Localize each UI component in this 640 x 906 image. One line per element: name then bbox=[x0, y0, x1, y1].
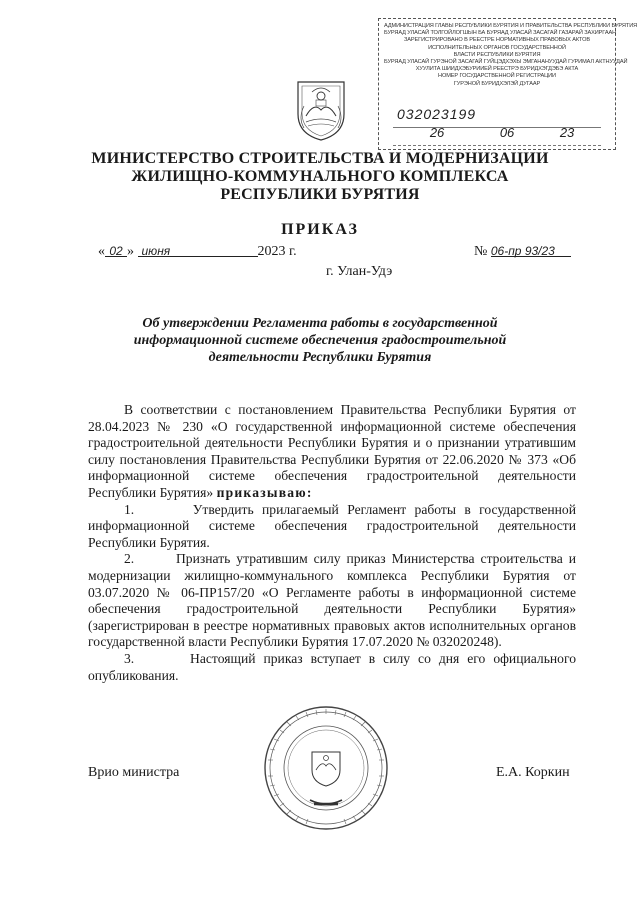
item-paragraph bbox=[88, 651, 576, 684]
date-open-quote: « bbox=[98, 244, 105, 259]
order-number bbox=[474, 244, 571, 260]
preamble-text: В соответствии с постановлением Правительства Республики Бурятия от 28.04.2023 № 230 «О государственной информационной системе обеспечения градостроительной деятельности Республики Бурятия и о признании утратившим силу постановления Правительства Республики Бурятия от 22.06.2020 № 373 «Об информационной системе обеспечения градостроительной деятельности Республики Бурятия» bbox=[88, 402, 576, 500]
reg-date-underline bbox=[393, 145, 601, 146]
number-label: № bbox=[474, 244, 488, 259]
ministry-line: МИНИСТЕРСТВО СТРОИТЕЛЬСТВА И МОДЕРНИЗАЦИИ bbox=[91, 150, 549, 167]
document-type-title: ПРИКАЗ bbox=[281, 221, 359, 238]
reg-stamp-line: НОМЕР ГОСУДАРСТВЕННОЙ РЕГИСТРАЦИИ bbox=[438, 73, 556, 80]
subject-line: информационной системе обеспечения градостроительной bbox=[133, 333, 507, 348]
order-date bbox=[98, 244, 297, 260]
date-day-field bbox=[105, 244, 127, 257]
reg-stamp-line: ЗАРЕГИСТРИРОВАНО В РЕЕСТРЕ НОРМАТИВНЫХ ПРАВОВЫХ АКТОВ bbox=[404, 37, 590, 44]
item-number: 3. bbox=[124, 650, 135, 666]
signer-name: Е.А. Коркин bbox=[496, 765, 570, 780]
preamble-paragraph bbox=[88, 402, 576, 502]
registration-stamp bbox=[378, 18, 638, 150]
number-field bbox=[491, 244, 571, 257]
item-text: Признать утратившим силу приказ Министерства строительства и модернизации жилищно-коммунального комплекса Республики Бурятия от 03.07.2020 № 06-ПР157/20 «О Регламенте работы в информационной системе обеспечения градостроительной деятельности Республики Бурятия» (зарегистрирован в реестре нормативных правовых актов исполнительных органов государственной власти Республики Бурятия 17.07.2020 № 032020248). bbox=[88, 551, 576, 650]
subject-line: Об утверждении Регламента работы в государственной bbox=[142, 316, 498, 331]
reg-stamp-line: ИСПОЛНИТЕЛЬНЫХ ОРГАНОВ ГОСУДАРСТВЕННОЙ bbox=[428, 44, 566, 51]
reg-stamp-line: АДМИНИСТРАЦИЯ ГЛАВЫ РЕСПУБЛИКИ БУРЯТИЯ И ПРАВИТЕЛЬСТВА РЕСПУБЛИКИ БУРЯТИЯ bbox=[384, 23, 638, 29]
reg-date-month: 06 bbox=[499, 125, 515, 140]
item-number: 2. bbox=[124, 551, 135, 567]
item-text: Утвердить прилагаемый Регламент работы в государственной информационной системе обеспечения градостроительной деятельности Республики Бурятия. bbox=[88, 501, 576, 550]
signer-position: Врио министра bbox=[88, 765, 180, 780]
date-day: 02 bbox=[109, 244, 123, 258]
reg-stamp-line: ВЛАСТИ РЕСПУБЛИКИ БУРЯТИЯ bbox=[453, 51, 541, 58]
date-month-field bbox=[138, 244, 258, 257]
coat-of-arms-emblem bbox=[294, 76, 348, 142]
date-year: 2023 г. bbox=[257, 244, 297, 259]
reg-date-day: 26 bbox=[429, 125, 445, 140]
reg-stamp-line: БУРЯАД УЛАСАЙ ГУРЭНОЙ ЗАСАГАЙ ГУЙЦЭДХЭХЫ ЭМГАНАНУУДАЙ ГУРИМАЛ АКТНУУДАЙ bbox=[384, 59, 628, 66]
order-body bbox=[88, 402, 576, 684]
preamble-bold: приказываю: bbox=[216, 484, 313, 500]
order-subject bbox=[80, 315, 560, 366]
ministry-name bbox=[0, 150, 640, 204]
reg-number: 032023199 bbox=[397, 106, 477, 122]
reg-stamp-line: БУРЯАД УЛАСАЙ ТОЛГОЙЛОГШЫН БА БУРЯАД УЛАСАЙ ЗАСАГАЙ ГАЗАРАЙ ЗАХИРГААН bbox=[384, 30, 617, 37]
ministry-line: РЕСПУБЛИКИ БУРЯТИЯ bbox=[220, 186, 420, 203]
number-value: 06-пр 93/23 bbox=[490, 244, 555, 258]
item-paragraph bbox=[88, 551, 576, 651]
reg-stamp-line: ГУРЭНОЙ БУРИДХЭЛЭЙ ДУГААР bbox=[453, 80, 541, 87]
reg-date bbox=[397, 125, 597, 140]
city: г. Улан-Удэ bbox=[326, 264, 393, 279]
official-seal-stamp bbox=[262, 704, 390, 832]
date-close-quote: » bbox=[127, 244, 134, 259]
item-paragraph bbox=[88, 502, 576, 552]
date-month: июня bbox=[141, 244, 171, 258]
reg-stamp-line: ХУУЛИТА ШИИДХЭБУРИИЕЙ РЕЕСТРЭ БУРИДХЭГДЭБЭ АКТА bbox=[415, 66, 579, 73]
reg-date-year: 23 bbox=[559, 125, 575, 140]
item-text: Настоящий приказ вступает в силу со дня его официального опубликования. bbox=[88, 650, 576, 683]
item-number: 1. bbox=[124, 501, 135, 517]
ministry-line: ЖИЛИЩНО-КОММУНАЛЬНОГО КОМПЛЕКСА bbox=[131, 168, 509, 185]
subject-line: деятельности Республики Бурятия bbox=[208, 350, 432, 365]
